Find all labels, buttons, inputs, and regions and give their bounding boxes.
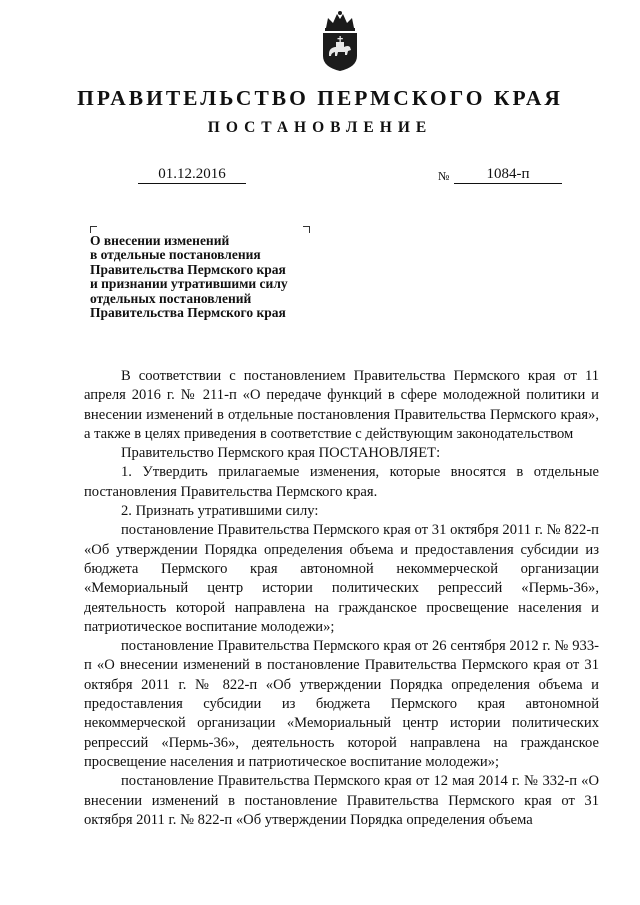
document-subject bbox=[90, 234, 330, 320]
body-paragraph: В соответствии с постановлением Правительства Пермского края от 11 апреля 2016 г. № 211-п «О передаче функций в сфере молодежной политики и внесении изменений в отдельные постановления Правительства Пермского края», а также в целях приведения в соответствие с действующим законодательством bbox=[84, 368, 599, 442]
subject-line: в отдельные постановления bbox=[90, 247, 261, 263]
government-title: ПРАВИТЕЛЬСТВО ПЕРМСКОГО КРАЯ bbox=[77, 86, 563, 110]
subject-line: отдельных постановлений bbox=[90, 290, 252, 306]
body-paragraph: 2. Признать утратившими силу: bbox=[121, 503, 319, 520]
body-paragraph: постановление Правительства Пермского края от 26 сентября 2012 г. № 933-п «О внесении изменений в постановление Правительства Пермского края от 31 октября 2011 г. № 822-п «Об утверждении Порядка определения объема и предоставления субсидии из бюджета Пермского края автономной некоммерческой организации «Мемориальный центр истории политических репрессий «Пермь-36», деятельность которой направлена на гражданское просвещение населения и патриотическое воспитание молодежи»; bbox=[84, 638, 599, 770]
document-type: ПОСТАНОВЛЕНИЕ bbox=[207, 119, 433, 136]
body-paragraph: постановление Правительства Пермского края от 31 октября 2011 г. № 822-п «Об утверждении Порядка определения объема и предоставления субсидии из бюджета Пермского края автономной некоммерческой организации «Мемориальный центр истории политических репрессий «Пермь-36», деятельность которой направлена на гражданское просвещение населения и патриотическое воспитание молодежи»; bbox=[84, 522, 599, 635]
document-number: 1084-п bbox=[454, 165, 562, 184]
body-paragraph: 1. Утвердить прилагаемые изменения, которые вносятся в отдельные постановления Правительства Пермского края. bbox=[84, 464, 599, 500]
subject-line: Правительства Пермского края bbox=[90, 305, 286, 321]
subject-line: Правительства Пермского края bbox=[90, 261, 286, 277]
subject-bracket-left bbox=[90, 226, 97, 233]
body-paragraph: постановление Правительства Пермского края от 12 мая 2014 г. № 332-п «О внесении изменений в постановление Правительства Пермского края от 31 октября 2011 г. № 822-п «Об утверждении Порядка определения объема bbox=[84, 773, 599, 828]
perm-krai-coat-of-arms-icon bbox=[318, 10, 362, 72]
document-body bbox=[84, 367, 599, 830]
document-date: 01.12.2016 bbox=[138, 165, 246, 184]
subject-line: и признании утратившими силу bbox=[90, 276, 288, 292]
body-paragraph: Правительство Пермского края ПОСТАНОВЛЯЕТ: bbox=[121, 445, 441, 462]
subject-line: О внесении изменений bbox=[90, 233, 230, 248]
subject-bracket-right bbox=[303, 226, 310, 233]
number-sign: № bbox=[438, 169, 450, 183]
